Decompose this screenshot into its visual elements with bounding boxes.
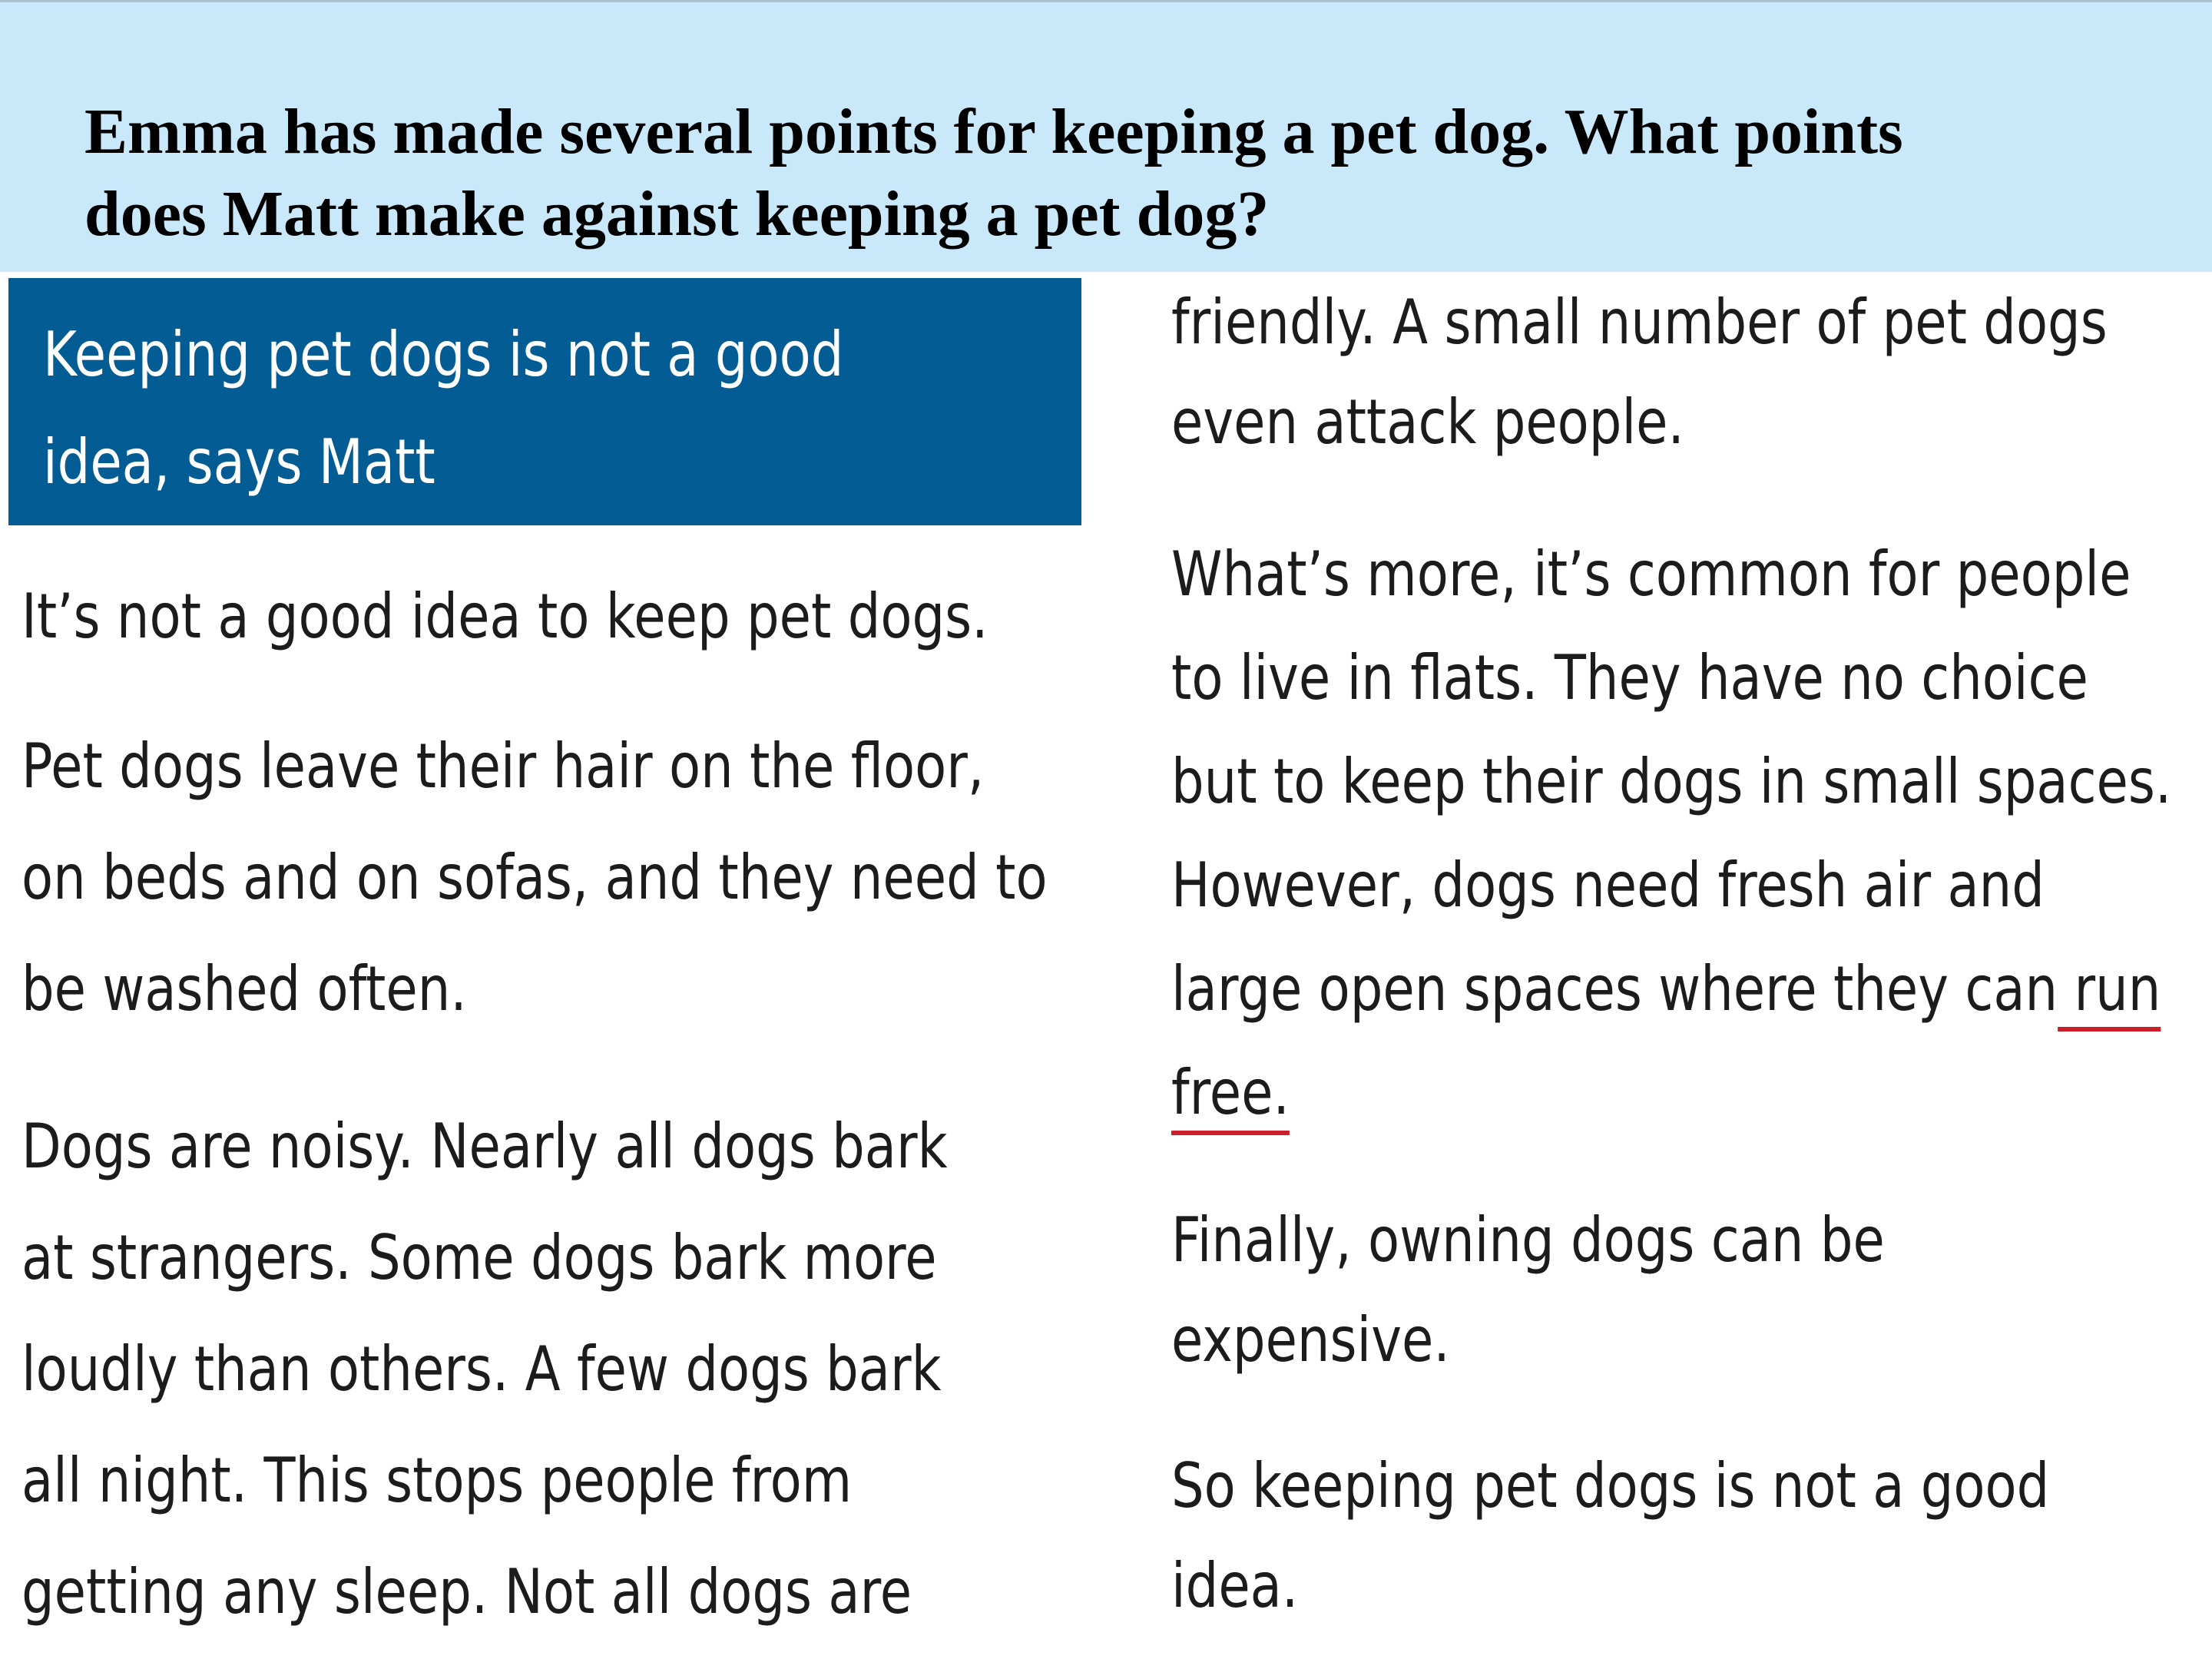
question-line-1: Emma has made several points for keeping a pet dog. What points (84, 96, 1903, 167)
left-p3-line-5: getting any sleep. Not all dogs are (22, 1556, 912, 1628)
right-p4-line-2: idea. (1171, 1550, 1299, 1621)
right-p3-line-1: Finally, owning dogs can be (1171, 1204, 1885, 1276)
question-line-2: does Matt make against keeping a pet dog? (84, 178, 1270, 250)
right-paragraph-3 (1171, 1190, 1885, 1390)
left-paragraph-1 (22, 561, 988, 672)
right-p1-line-1: friendly. A small number of pet dogs (1171, 286, 2108, 358)
question-banner (0, 0, 2212, 272)
right-p2-line-1: What’s more, it’s common for people (1171, 538, 2131, 610)
right-p2-line-5-prefix: large open spaces where they can (1171, 953, 2058, 1025)
left-p3-line-3: loudly than others. A few dogs bark (22, 1333, 942, 1405)
article-headline-box (8, 278, 1081, 525)
left-p3-line-1: Dogs are noisy. Nearly all dogs bark (22, 1111, 948, 1182)
left-p2-line-2: on beds and on sofas, and they need to (22, 842, 1048, 913)
left-p3-line-2: at strangers. Some dogs bark more (22, 1222, 937, 1293)
headline-line-2: idea, says Matt (43, 426, 435, 498)
left-p3-line-4: all night. This stops people from (22, 1445, 853, 1516)
right-p2-line-3: but to keep their dogs in small spaces. (1171, 746, 2172, 817)
left-paragraph-3 (22, 1091, 948, 1647)
left-p1-line-1: It’s not a good idea to keep pet dogs. (22, 581, 988, 652)
underlined-run: run (2058, 953, 2161, 1025)
right-p4-line-1: So keeping pet dogs is not a good (1171, 1450, 2050, 1522)
right-paragraph-1 (1171, 273, 2108, 472)
underlined-free: free. (1171, 1057, 1290, 1128)
left-paragraph-2 (22, 710, 1048, 1045)
right-p2-line-4: However, dogs need fresh air and (1171, 849, 2045, 921)
right-p2-line-2: to live in flats. They have no choice (1171, 642, 2088, 714)
left-p2-line-1: Pet dogs leave their hair on the floor, (22, 730, 985, 802)
right-p3-line-2: expensive. (1171, 1304, 1450, 1376)
right-paragraph-2 (1171, 522, 2171, 1144)
right-p1-line-2: even attack people. (1171, 386, 1684, 458)
question-text (84, 91, 2181, 255)
left-p2-line-3: be washed often. (22, 953, 467, 1025)
headline-line-1: Keeping pet dogs is not a good (43, 319, 844, 390)
article-headline (43, 301, 901, 516)
right-paragraph-4 (1171, 1436, 2049, 1636)
